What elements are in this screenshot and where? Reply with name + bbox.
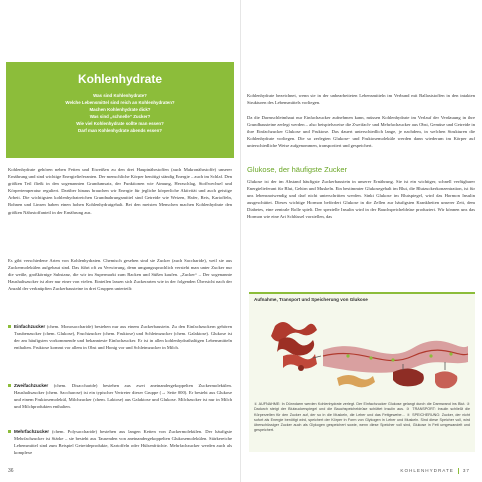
bullet-text: (chem. Disaccharide) bestehen aus zwei aneinandergekoppelten Zuckermolekülen. Haushaltszucker (chem. Saccharose) ist ein typischer Vertreter dieser Gruppe (→ Seite 000). Er besteht aus Glukose und einem Fruktosemolekül, Milchzucker (chem. Laktose) aus Galaktose und Glukose. Milchzucker ist nur in Milch und Milchprodukten enthalten. xyxy=(14,383,232,410)
body-paragraph: Da die Darmschleimhaut nur Einfachzucker aufnehmen kann, müssen Kohlenhydrate im Verlauf der Verdauung in ihre Grundbausteine zerlegt werden – also beispielsweise die Zweifach- und Mehrfachzucker aus Obst, Gemüse und Getreide in ihre Einfachzucker Glukose und Fruktose. Das dauert unterschiedlich lange, je nachdem, in welchen Strukturen die Kohlenhydrate vorliegen. Die so zerlegten Glukose- und Fruktosemoleküle werden dann wiederum im Körper auf unterschiedliche Weise aufgenommen, transportiert und gespeichert. xyxy=(247,115,475,149)
bullet-term: Mehrfachzucker xyxy=(14,429,49,434)
question-item: Was sind „schnelle“ Zucker? xyxy=(89,114,151,119)
footer-divider xyxy=(458,468,459,474)
figure-title: Aufnahme, Transport und Speicherung von Glukose xyxy=(254,297,368,302)
figure-caption: ① AUFNAHME: In Dünndarm werden Kohlenhydrate zerlegt. Der Einfachzucker Glukose gelangt durch die Darmwand ins Blut. ② Dadurch steigt der Blutzuckerspiegel und die Bauchspeicheldrüse schüttet Insulin aus. ③ TRANSPORT: Insulin schließt die Körperzellen für den Zucker auf, der so in die Muskeln, die Leber und das Fettgewebe… ④ SPEICHERUNG: Zucker, der nicht sofort als Energie benötigt wird, speichert der Körper in Form von Glykogen in Leber und Muskeln. Sind diese Speicher voll, wird überschüssiger Zucker auch als Glykogen gespeichert sowie, wenn diese Speicher voll sind, Glukose in Fett umgewandelt und gespeichert. xyxy=(254,402,470,433)
bullet-term: Zweifachzucker xyxy=(14,383,49,388)
page-number: 37 xyxy=(462,468,470,474)
bullet-item xyxy=(8,428,232,456)
section-subheading: Glukose, der häufigste Zucker xyxy=(247,165,348,174)
questions-box xyxy=(6,62,234,158)
question-item: Was sind Kohlenhydrate? xyxy=(93,93,147,98)
body-paragraph: Es gibt verschiedene Arten von Kohlenhydraten. Chemisch gesehen sind sie Zucker (auch Saccharide), weil sie aus Zuckermolekülen aufgebaut sind. Das führt oft zu Verwirrung, denn umgangssprachlich versteht man unter Zucker nur die weiße, großkörnige Substanz, die wir im Supermarkt zum Backen und Süßen kaufen. „Zucker“ – Der sogenannte Haushaltszucker ist aber nur einer von vielen. Einteilen lassen sich Zuckerarten wie in der folgenden Übersicht nach der Anzahl der verknüpften Zuckerbausteine in drei Gruppen unterteilt: xyxy=(8,258,232,292)
glucose-figure xyxy=(249,292,475,452)
running-footer xyxy=(400,468,470,474)
bullet-term: Einfachzucker xyxy=(14,324,46,329)
body-paragraph: Kohlenhydrate gehören neben Fetten und Eiweißen zu den drei Hauptnährstoffen (auch Makronährstoffe) unserer Ernährung und sind wichtige Energielieferanten. Der menschliche Körper benötigt ständig Energie – auch im Schlaf. Den größten Teil fließt in den sogenannten Grundumsatz, der Funktionen wie Atmung, Herzschlag, Stoffwechsel und Körpertemperatur reguliert. Darüber hinaus brauchen wir Energie für jegliche körperliche Aktivität und auch geistige Arbeit. Die wichtigsten kohlenhydratreichen Grundnahrungsmittel sind Getreide wie Weizen, Hafer, Reis, Kartoffeln, Bohnen und Linsen haben einen hohen Kohlenhydratgehalt. Bei den meisten Menschen machen Kohlenhydrate den größten Nährstoffanteil in der Ernährung aus. xyxy=(8,167,232,215)
glucose-illustration xyxy=(253,306,471,400)
bullet-marker xyxy=(8,325,11,328)
question-item: Darf man Kohlenhydrate abends essen? xyxy=(78,128,162,133)
question-item: Machen Kohlenhydrate dick? xyxy=(89,107,151,112)
bullet-text: (chem. Polysaccharide) bestehen aus langen Ketten von Zuckermolekülen. Der häufigste Mehrfachzucker ist Stärke – sie besteht aus Tausenden von aneinandergekoppelten Glukosemolekülen. Stärkereiche Lebensmittel sind zum Beispiel Getreideprodukte, Kartoffeln oder Hülsenfrüchte. Mehrfachzucker werden auch als komplexe xyxy=(14,429,232,456)
page-number: 36 xyxy=(8,468,14,474)
box-title: Kohlenhydrate xyxy=(77,72,162,86)
bullet-item xyxy=(8,382,232,410)
right-page xyxy=(241,0,482,482)
bullet-marker xyxy=(8,430,11,433)
body-paragraph: Kohlenhydrate bezeichnet, wenn sie in der unbearbeiteten Lebensmitteln im Verbund mit Ballaststoffen in den intakten Strukturen des Lebensmittels vorliegen. xyxy=(247,93,475,106)
question-item: Wie viel Kohlenhydrate sollte man essen? xyxy=(76,121,164,126)
body-paragraph: Glukose ist der im Abstand häufigste Zuckerbaustein in unserer Ernährung. Sie ist ein wichtiger, schnell verfügbarer Energielieferant für Blut, Gehirn und Muskeln. Ein bestimmter Glukosegehalt im Blut, die Blutzuckerkonzentration, ist für uns lebensnotwendig und darf nicht unterschritten werden. Sinkt Glukose im Blutspiegel, wird das Hormon Insulin ausgeschüttet. Dieses wichtige Hormon befördert Glukose in die Zellen zur häufigsten Krankheiten unserer Zeit, dem Diabetes, eine zentrale Rolle spielt. Der spezielle Insulin wird in der Bauchspeicheldrüse produziert. Wir können uns das Hormon wie eine Art Schlüssel vorstellen, das xyxy=(247,179,475,220)
question-item: Welche Lebensmittel sind reich an Kohlenhydraten? xyxy=(65,100,175,105)
bullet-marker xyxy=(8,384,11,387)
bullet-item xyxy=(8,323,232,351)
question-list xyxy=(6,92,234,134)
bullet-text: (chem. Monosaccharide) bestehen nur aus einem Zuckerbaustein. Zu den Einfachzuckern gehören Traubenzucker (chem. Glukose), Fruchtzucker (chem. Fruktose) und Schleimzucker (chem. Galaktose). Glukose ist der am häufigsten vorkommende und bekannteste Einfachzucker. Er ist in allen kohlenhydrathaltigen Lebensmitteln enthalten. Fruktose kommt vor allem in Obst und Honig vor und Schleimzucker in Milch. xyxy=(14,324,232,351)
footer-label: KOHLENHYDRATE xyxy=(400,468,454,474)
